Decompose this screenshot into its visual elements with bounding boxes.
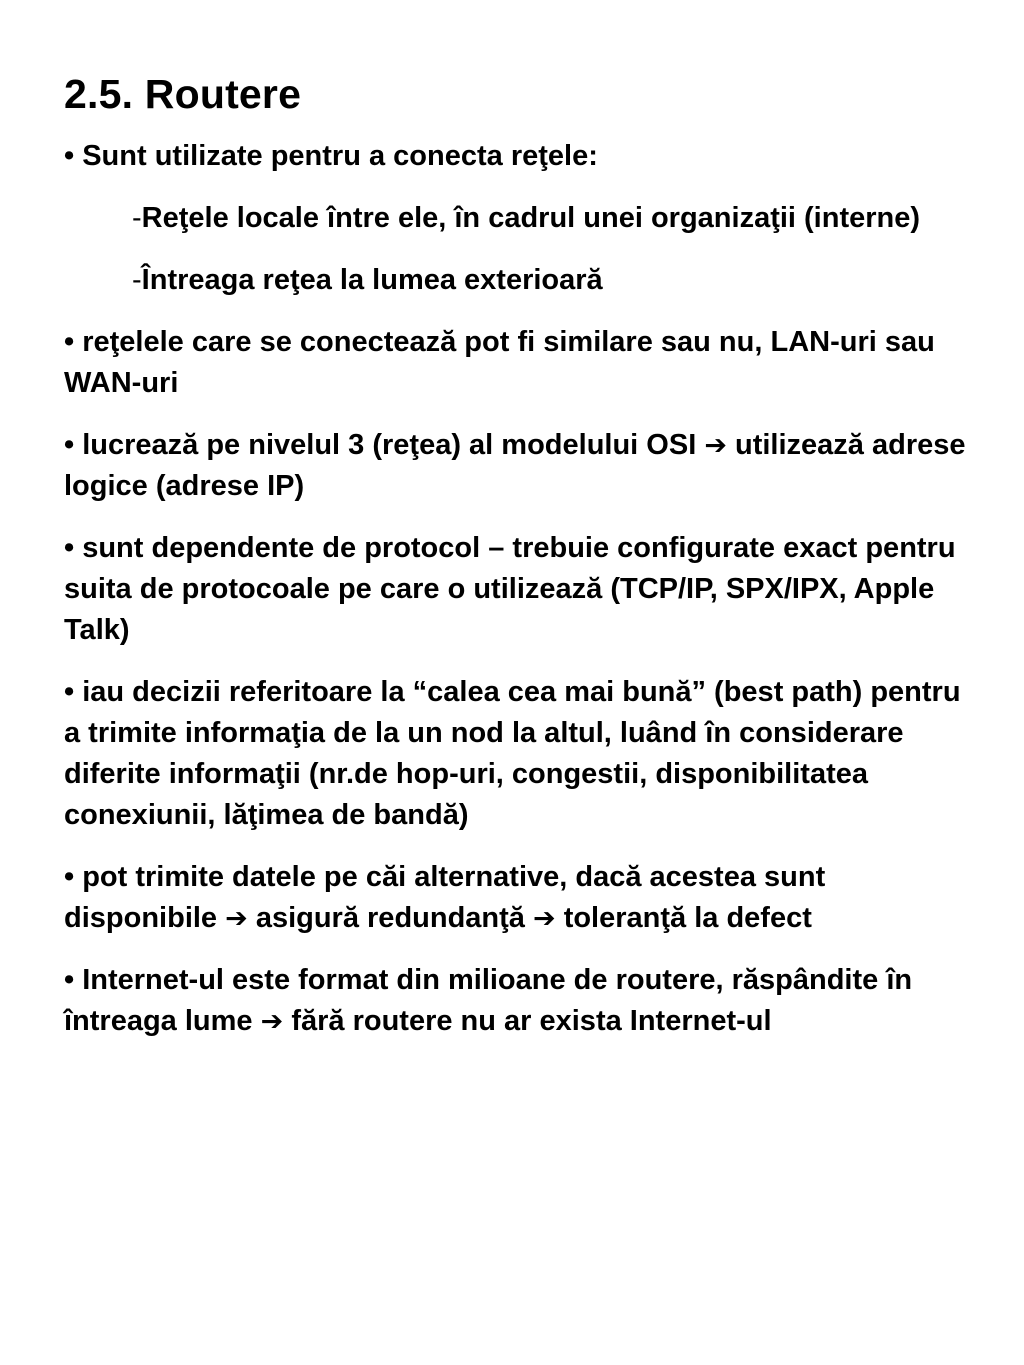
dash-marker: - [132,202,142,234]
bullet-item-5 [64,672,984,836]
bullet-text: utilizează adrese logice (adrese IP) [64,429,966,502]
bullet-marker: • [64,676,75,708]
bullet-marker: • [64,140,75,172]
dash-marker: - [132,264,142,296]
bullet-marker: • [64,326,75,358]
slide-title: 2.5. Routere [64,71,302,117]
bullet-text: iau decizii referitoare la “calea cea mai bună” (best path) pentru a trimite informaţia de la un nod la altul, luând în considerare diferite informaţii (nr.de hop-uri, congestii, disponibilitatea conexiunii, lăţimea de bandă) [64,676,961,831]
arrow-right-icon: ➔ [533,903,556,934]
bullet-text: lucrează pe nivelul 3 (reţea) al modelului OSI [82,429,697,461]
bullet-item-4 [64,528,984,651]
arrow-right-icon: ➔ [704,430,727,461]
bullet-marker: • [64,964,75,996]
bullet-text: fără routere nu ar exista Internet-ul [291,1005,772,1037]
bullet-text: reţelele care se conectează pot fi similare sau nu, LAN-uri sau WAN-uri [64,326,935,399]
bullet-text: sunt dependente de protocol – trebuie configurate exact pentru suita de protocoale pe care o utilizează (TCP/IP, SPX/IPX, Apple Talk) [64,532,956,646]
slide-content [64,70,984,1063]
bullet-marker: • [64,429,75,461]
bullet-text: Internet-ul este format din milioane de routere, răspândite în întreaga lume [64,964,913,1037]
bullet-text: asigură redundanţă [255,902,525,934]
bullet-text: toleranţă la defect [563,902,812,934]
arrow-right-icon: ➔ [225,903,248,934]
arrow-right-icon: ➔ [260,1006,284,1037]
bullet-item-6 [64,857,984,939]
bullet-text: Sunt utilizate pentru a conecta reţele: [82,140,598,172]
bullet-item-1 [64,136,984,177]
sub-item-text: Reţele locale între ele, în cadrul unei organizaţii (interne) [141,202,921,234]
bullet-marker: • [64,861,75,893]
bullet-item-2 [64,322,984,404]
sub-item-2 [132,260,984,301]
bullet-item-7 [64,960,984,1042]
sub-item-text: Întreaga reţea la lumea exterioară [141,264,603,296]
bullet-marker: • [64,532,75,564]
sub-item-1 [132,198,984,239]
bullet-text: pot trimite datele pe căi alternative, dacă acestea sunt disponibile [64,861,826,934]
bullet-item-3 [64,425,984,507]
